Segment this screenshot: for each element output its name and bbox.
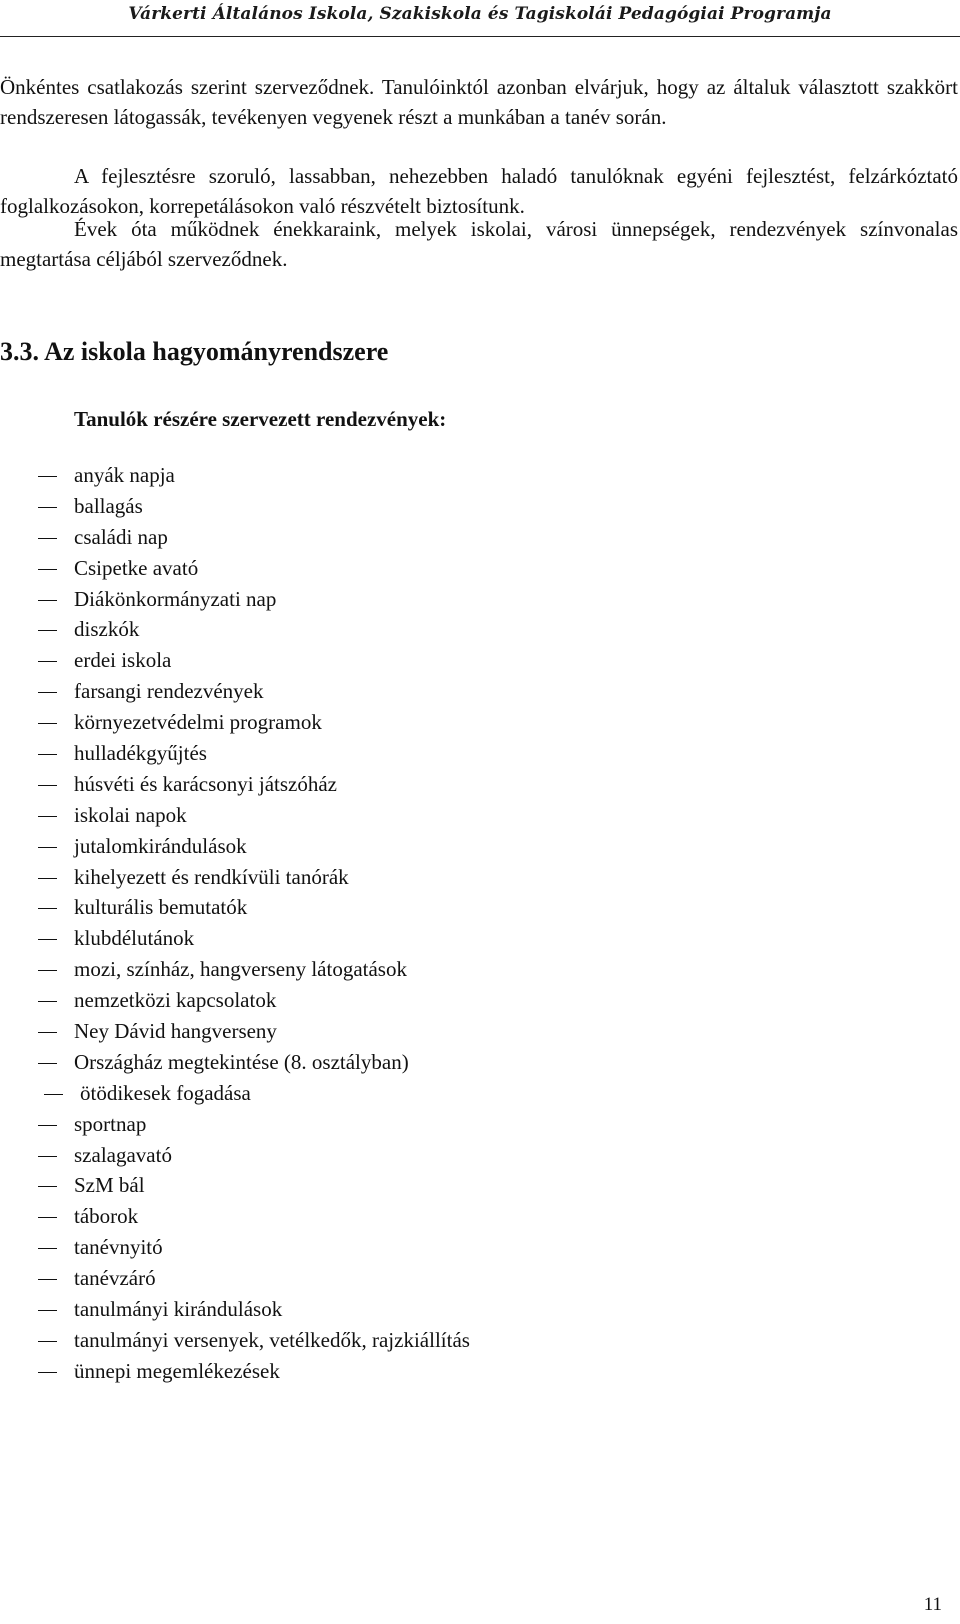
document-header: Várkerti Általános Iskola, Szakiskola és Tagiskolái Pedagógiai Programja [128, 4, 832, 24]
dash-bullet-icon [38, 723, 57, 724]
dash-bullet-icon [38, 878, 57, 879]
paragraph-voluntary-clubs: Önkéntes csatlakozás szerint szerveződnek. Tanulóinktól azonban elvárjuk, hogy az általuk választott szakkört rendszeresen látogassák, tevékenyen vegyenek részt a munkában a tanév során. [0, 75, 958, 129]
dash-bullet-icon [38, 507, 57, 508]
paragraph-choirs: Évek óta működnek énekkaraink, melyek iskolai, városi ünnepségek, rendezvények színvonalas megtartása céljából szerveződnek. [0, 217, 958, 271]
paragraph-remedial-support: A fejlesztésre szoruló, lassabban, nehezebben haladó tanulóknak egyéni fejlesztést, felzárkóztató foglalkozásokon, korrepetálásokon való részvételt biztosítunk. [0, 164, 958, 218]
dash-bullet-icon [38, 1310, 57, 1311]
dash-bullet-icon [38, 1186, 57, 1187]
dash-bullet-icon [38, 847, 57, 848]
header-rule [0, 36, 960, 37]
dash-bullet-icon [38, 1063, 57, 1064]
dash-bullet-icon [38, 1372, 57, 1373]
dash-bullet-icon [38, 1279, 57, 1280]
dash-bullet-icon [38, 908, 57, 909]
section-title: 3.3. Az iskola hagyományrendszere [0, 337, 389, 366]
dash-bullet-icon [38, 1125, 57, 1126]
dash-bullet-icon [38, 939, 57, 940]
section-subtitle: Tanulók részére szervezett rendezvények: [74, 407, 447, 431]
dash-bullet-icon [38, 816, 57, 817]
dash-bullet-icon [38, 1341, 57, 1342]
dash-bullet-icon [38, 785, 57, 786]
dash-bullet-icon [44, 1094, 63, 1095]
page-number: 11 [923, 1594, 942, 1615]
dash-bullet-icon [38, 692, 57, 693]
dash-bullet-icon [38, 600, 57, 601]
dash-bullet-icon [38, 476, 57, 477]
dash-bullet-icon [38, 1001, 57, 1002]
dash-bullet-icon [38, 1248, 57, 1249]
dash-bullet-icon [38, 1217, 57, 1218]
dash-bullet-icon [38, 661, 57, 662]
dash-bullet-icon [38, 630, 57, 631]
dash-bullet-icon [38, 538, 57, 539]
dash-bullet-icon [38, 1032, 57, 1033]
dash-bullet-icon [38, 970, 57, 971]
dash-bullet-icon [38, 569, 57, 570]
dash-bullet-icon [38, 1156, 57, 1157]
dash-bullet-icon [38, 754, 57, 755]
